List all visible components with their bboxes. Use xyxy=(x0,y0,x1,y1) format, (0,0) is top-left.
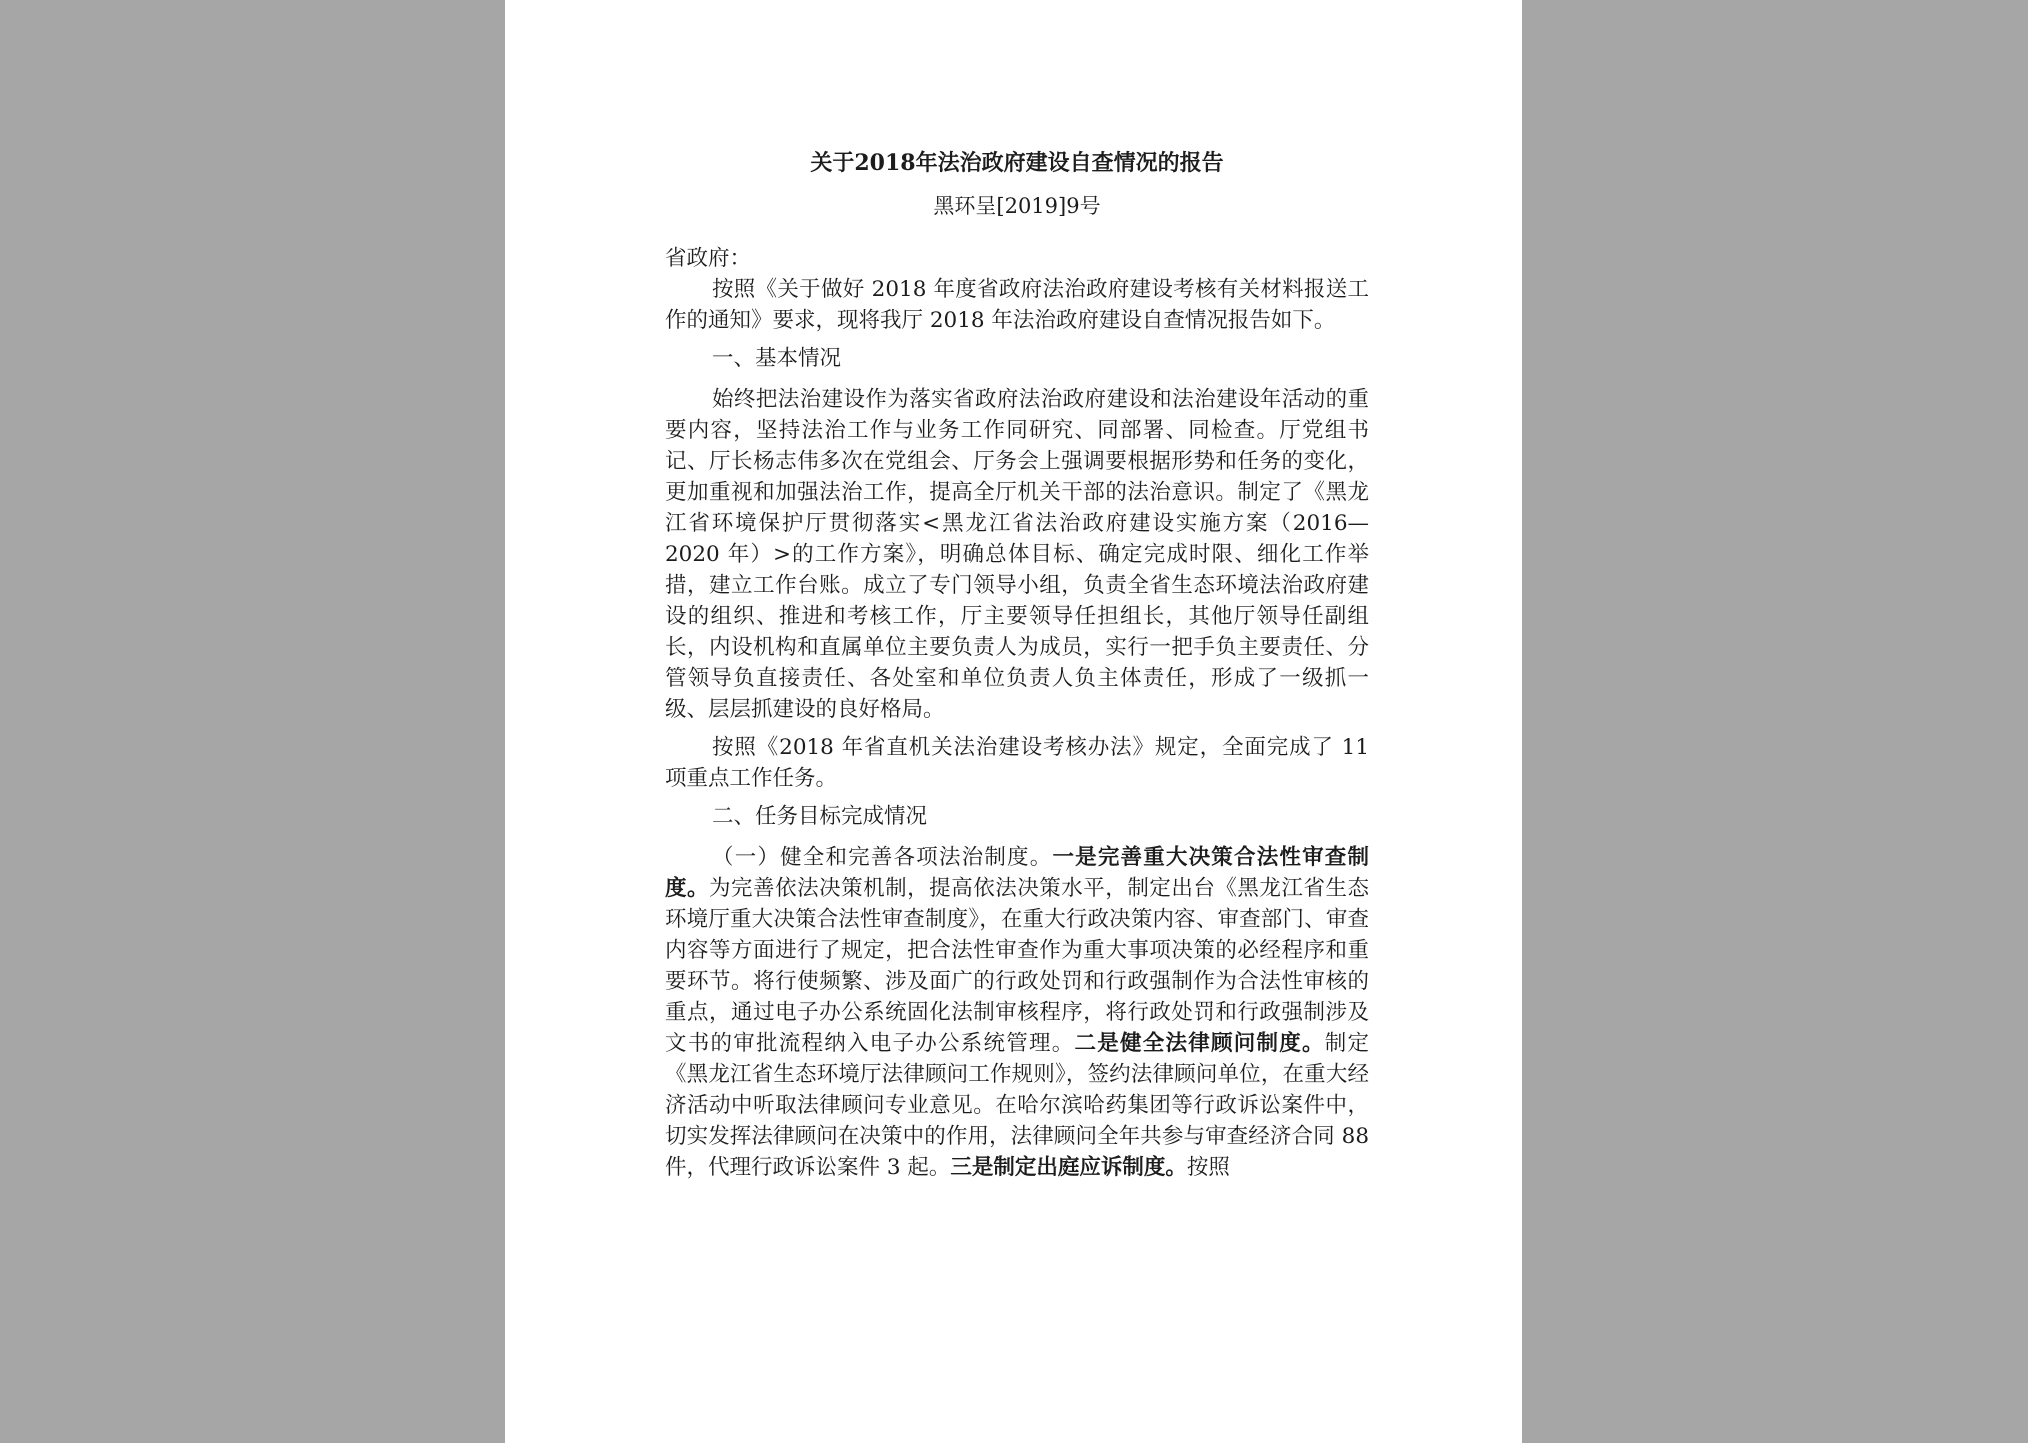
bold-point-3: 三是制定出庭应诉制度。 xyxy=(950,1155,1187,1180)
document-title: 关于2018年法治政府建设自查情况的报告 xyxy=(810,150,1224,176)
point-3-text: 按照 xyxy=(1186,1155,1230,1180)
point-1-text: 为完善依法决策机制，提高依法决策水平，制定出台《黑龙江省生态环境厅重大决策合法性审查制度》，在重大行政决策内容、审查部门、审查内容等方面进行了规定，把合法性审查作为重大事项决策的必经程序和重要环节。将行使频繁、涉及面广的行政处罚和行政强制作为合法性审核的重点，通过电子办公系统固化法制审核程序，将行政处罚和行政强制涉及文书的审批流程纳入电子办公系统管理。 xyxy=(665,876,1369,1056)
salutation: 省政府： xyxy=(665,246,752,271)
subsection-lead: （一）健全和完善各项法治制度。 xyxy=(712,845,1053,870)
bold-point-1: 一是完善重大决策合法性审查制度。 xyxy=(665,845,1369,901)
point-2-text: 制定《黑龙江省生态环境厅法律顾问工作规则》，签约法律顾问单位，在重大经济活动中听取法律顾问专业意见。在哈尔滨哈药集团等行政诉讼案件中，切实发挥法律顾问在决策中的作用，法律顾问全年共参与审查经济合同 88 件，代理行政诉讼案件 3 起。 xyxy=(665,1031,1369,1180)
document-page xyxy=(505,0,1522,1443)
document-body xyxy=(665,147,1369,1190)
bold-point-2: 二是健全法律顾问制度。 xyxy=(1074,1031,1325,1056)
intro-paragraph: 按照《关于做好 2018 年度省政府法治政府建设考核有关材料报送工作的通知》要求，现将我厅 2018 年法治政府建设自查情况报告如下。 xyxy=(665,277,1369,333)
section-heading-basic-situation: 一、基本情况 xyxy=(712,346,842,371)
basic-situation-paragraph: 始终把法治建设作为落实省政府法治政府建设和法治建设年活动的重要内容，坚持法治工作与业务工作同研究、同部署、同检查。厅党组书记、厅长杨志伟多次在党组会、厅务会上强调要根据形势和任务的变化，更加重视和加强法治工作，提高全厅机关干部的法治意识。制定了《黑龙江省环境保护厅贯彻落实<黑龙江省法治政府建设实施方案（2016—2020 年）>的工作方案》，明确总体目标、确定完成时限、细化工作举措，建立工作台账。成立了专门领导小组，负责全省生态环境法治政府建设的组织、推进和考核工作，厅主要领导任担组长，其他厅领导任副组长，内设机构和直属单位主要负责人为成员，实行一把手负主要责任、分管领导负直接责任、各处室和单位负责人负主体责任，形成了一级抓一级、层层抓建设的良好格局。 xyxy=(665,387,1369,722)
tasks-completed-paragraph: 按照《2018 年省直机关法治建设考核办法》规定，全面完成了 11 项重点工作任务。 xyxy=(665,735,1369,791)
section-heading-task-goals: 二、任务目标完成情况 xyxy=(712,804,928,829)
document-number: 黑环呈[2019]9号 xyxy=(933,194,1101,218)
legal-system-paragraph xyxy=(665,842,1369,1183)
